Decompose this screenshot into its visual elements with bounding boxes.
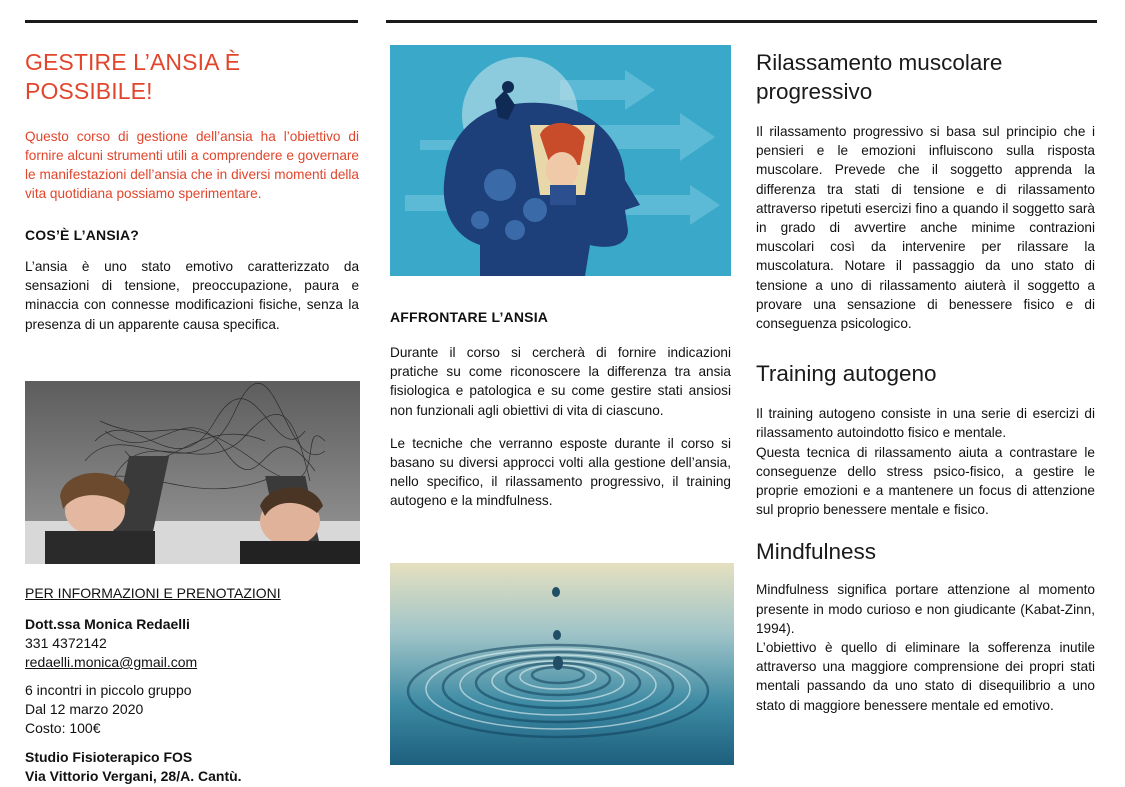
right-column: [756, 48, 1095, 715]
meetings-info: 6 incontri in piccolo gruppo: [25, 682, 192, 698]
left-column: [25, 48, 359, 334]
mindfulness-text-1: Mindfulness significa portare attenzione al momento presente in modo curioso e non giudicante (Kabat-Zinn, 1994).: [756, 582, 1095, 636]
contact-section: [25, 584, 359, 786]
contact-email-link[interactable]: redaelli.monica@gmail.com: [25, 654, 198, 670]
cost-info: Costo: 100€: [25, 720, 101, 736]
top-rule-right: [386, 20, 1097, 23]
mindfulness-title: Mindfulness: [756, 539, 877, 565]
head-gears-illustration: [390, 45, 731, 276]
facing-anxiety-heading: AFFRONTARE L’ANSIA: [390, 309, 549, 325]
autogenic-title: Training autogeno: [756, 361, 937, 387]
start-date: Dal 12 marzo 2020: [25, 701, 144, 717]
pmr-text: Il rilassamento progressivo si basa sul principio che i pensieri e le emozioni influiscono sulla risposta muscolare. Prevede che il soggetto apprenda la differenza tra stati di tensione e di rilassamento attraverso ripetuti esercizi fino a quando il soggetto sarà in grado di avvertire anche minime contrazioni muscolari così da intervenire per rilassare la muscolatura. Notare il passaggio da uno stato di tensione a uno di rilassamento aiuterà il soggetto a provare una sensazione di benessere fisico e di conseguenza psicologico.: [756, 124, 1095, 332]
mindfulness-text-2: L’obiettivo è quello di eliminare la sofferenza inutile attraverso una maggiore comprensione dei propri stati mentali passando da uno stato di disequilibrio a uno stato di maggiore benessere mentale ed emotivo.: [756, 640, 1095, 713]
studio-name: Studio Fisioterapico FOS: [25, 749, 193, 765]
stressed-people-photo: [25, 381, 360, 564]
autogenic-text-2: Questa tecnica di rilassamento aiuta a contrastare le conseguenze dello stress psico-fisico, a gestire le proprie emozioni e a mantenere un focus di attenzione sul proprio benessere mentale e fisico.: [756, 444, 1095, 518]
intro-text: Questo corso di gestione dell’ansia ha l’obiettivo di fornire alcuni strumenti utili a comprendere e governare le manifestazioni dell’ansia che in diversi momenti della vita quotidiana possiamo sperimentare.: [25, 129, 359, 201]
facing-anxiety-para1: Durante il corso si cercherà di fornire indicazioni pratiche su come riconoscere la differenza tra ansia fisiologica e patologica e su come gestire stati ansiosi non funzionali agli obiettivi di vita di ciascuno.: [390, 345, 731, 418]
what-is-anxiety-heading: COS’È L’ANSIA?: [25, 227, 140, 243]
contact-heading: PER INFORMAZIONI E PRENOTAZIONI: [25, 585, 281, 601]
pmr-title: Rilassamento muscolare progressivo: [756, 50, 1003, 104]
contact-name: Dott.ssa Monica Redaelli: [25, 616, 190, 632]
what-is-anxiety-text: L’ansia è uno stato emotivo caratterizzato da sensazioni di tensione, preoccupazione, paura e minaccia con connesse modificazioni fisiche, senza la presenza di un apparente causa specifica.: [25, 259, 359, 332]
facing-anxiety-para2: Le tecniche che verranno esposte durante il corso si basano su diversi approcci volti alla gestione dell’ansia, nello specifico, il rilassamento progressivo, il training autogeno e la mindfulness.: [390, 435, 731, 509]
contact-phone[interactable]: 331 4372142: [25, 635, 107, 651]
top-rule-left: [25, 20, 358, 23]
studio-address: Via Vittorio Vergani, 28/A. Cantù.: [25, 768, 242, 784]
middle-column-text: [390, 308, 731, 511]
main-title: GESTIRE L’ANSIA È POSSIBILE!: [25, 49, 241, 104]
autogenic-text-1: Il training autogeno consiste in una serie di esercizi di rilassamento autoindotto fisico e mentale.: [756, 406, 1095, 441]
water-drop-photo: [390, 563, 734, 765]
